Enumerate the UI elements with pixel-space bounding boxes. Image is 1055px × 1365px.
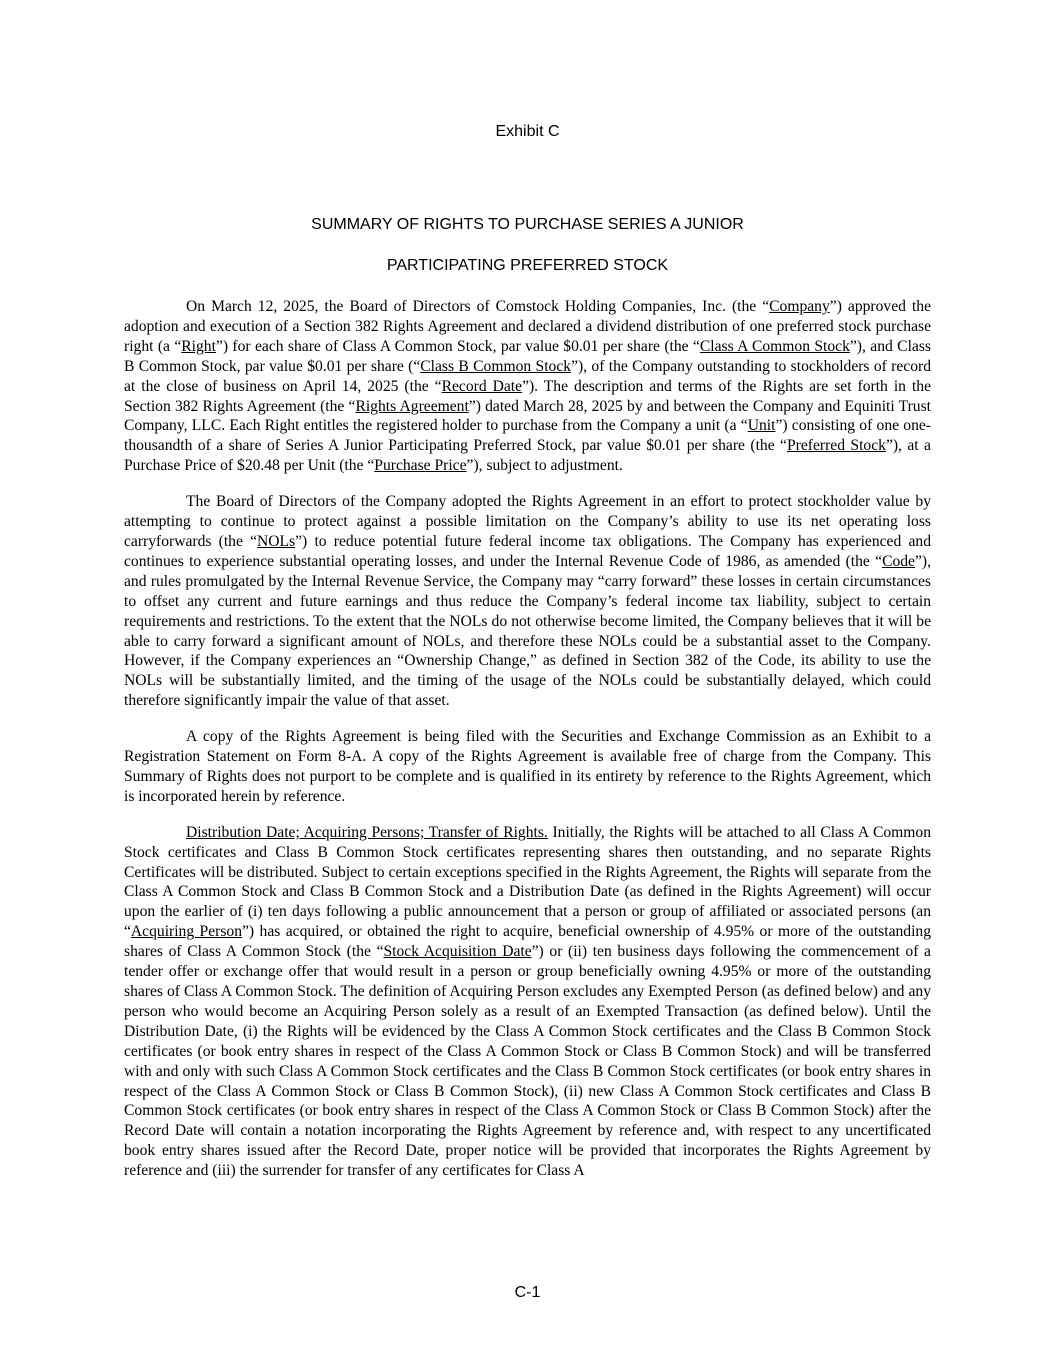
- defined-term-rights-agreement: Rights Agreement: [355, 397, 469, 415]
- exhibit-label: Exhibit C: [495, 123, 560, 140]
- text-run: ”), at a Purchase Price of $20.48 per Unit (the “: [124, 437, 931, 475]
- defined-term-class-b-common-stock: Class B Common Stock: [420, 357, 572, 375]
- text-run: Initially, the Rights will be attached to all Class A Common Stock certificates and Class B Common Stock certificates representing shares then outstanding, and no separate Rights Certificates will be distributed. Subject to certain exceptions specified in the Rights Agreement, the Rights will separate from the Class A Common Stock and Class B Common Stock and a Distribution Date (as defined in the Rights Agreement) will occur upon the earlier of (i) ten days following a public announcement that a person or group of affiliated or associated persons (an “: [124, 823, 931, 941]
- text-run: On March 12, 2025, the Board of Directors of Comstock Holding Companies, Inc. (the “: [186, 298, 770, 315]
- text-run: ”), subject to adjustment.: [466, 457, 623, 475]
- section-heading-distribution-date: Distribution Date; Acquiring Persons; Transfer of Rights.: [186, 823, 548, 841]
- paragraph-nols: [124, 492, 931, 711]
- text-run: ”). The description and terms of the Rights are set forth in the Section 382 Rights Agreement (the “: [124, 377, 931, 415]
- defined-term-stock-acquisition-date: Stock Acquisition Date: [383, 943, 532, 961]
- text-run: ”) has acquired, or obtained the right to acquire, beneficial ownership of 4.95% or more of the outstanding shares of Class A Common Stock (the “: [124, 923, 932, 961]
- defined-term-record-date: Record Date: [441, 377, 523, 395]
- defined-term-class-a-common-stock: Class A Common Stock: [699, 337, 850, 355]
- paragraph-introduction: [124, 297, 931, 476]
- page-number: C-1: [514, 1284, 541, 1301]
- text-run: The Board of Directors of the Company adopted the Rights Agreement in an effort to protect stockholder value by attempting to continue to protect against a possible limitation on the Company’s ability to use its net operating loss carryforwards (the “: [124, 493, 931, 550]
- defined-term-right: Right: [181, 337, 216, 355]
- document-body: [124, 297, 931, 1197]
- text-run: ”) dated March 28, 2025 by and between the Company and Equiniti Trust Company, LLC. Each Right entitles the registered holder to purchase from the Company a unit (a “: [124, 397, 931, 435]
- paragraph-distribution-date: [124, 823, 931, 1181]
- text-run: ”) consisting of one one-thousandth of a share of Series A Junior Participating Preferred Stock, par value $0.01 per share (the “: [124, 417, 931, 455]
- document-title-line-2: PARTICIPATING PREFERRED STOCK: [386, 257, 669, 274]
- defined-term-preferred-stock: Preferred Stock: [786, 437, 886, 455]
- paragraph-rights-agreement-copy: A copy of the Rights Agreement is being filed with the Securities and Exchange Commission as an Exhibit to a Registration Statement on Form 8-A. A copy of the Rights Agreement is available free of charge from the Company. This Summary of Rights does not purport to be complete and is qualified in its entirety by reference to the Rights Agreement, which is incorporated herein by reference.: [124, 728, 931, 805]
- defined-term-company: Company: [769, 298, 830, 315]
- text-run: ”) or (ii) ten business days following the commencement of a tender offer or exchange offer that would result in a person or group beneficially owning 4.95% or more of the outstanding shares of Class A Common Stock. The definition of Acquiring Person excludes any Exempted Person (as defined below) and any person who would become an Acquiring Person solely as a result of an Exempted Transaction (as defined below). Until the Distribution Date, (i) the Rights will be evidenced by the Class A Common Stock certificates and the Class B Common Stock certificates (or book entry shares in respect of the Class A Common Stock or Class B Common Stock) and will be transferred with and only with such Class A Common Stock certificates and the Class B Common Stock certificates (or book entry shares in respect of the Class A Common Stock or Class B Common Stock), (ii) new Class A Common Stock certificates and Class B Common Stock certificates (or book entry shares in respect of the Class A Common Stock or Class B Common Stock) after the Record Date will contain a notation incorporating the Rights Agreement by reference and, with respect to any uncertificated book entry shares issued after the Record Date, proper notice will be provided that incorporates the Rights Agreement by reference and (iii) the surrender for transfer of any certificates for Class A: [124, 943, 931, 1180]
- document-title-line-1: SUMMARY OF RIGHTS TO PURCHASE SERIES A JUNIOR: [311, 216, 744, 233]
- defined-term-nols: NOLs: [257, 532, 296, 550]
- defined-term-unit: Unit: [747, 417, 776, 435]
- defined-term-purchase-price: Purchase Price: [374, 457, 467, 475]
- text-run: ”), of the Company outstanding to stockholders of record at the close of business on April 14, 2025 (the “: [124, 357, 931, 395]
- defined-term-code: Code: [882, 552, 915, 570]
- text-run: ”), and rules promulgated by the Internal Revenue Service, the Company may “carry forward” these losses in certain circumstances to offset any current and future earnings and thus reduce the Company’s federal income tax liability, subject to certain requirements and restrictions. To the extent that the NOLs do not otherwise become limited, the Company believes that it will be able to carry forward a significant amount of NOLs, and therefore these NOLs could be a substantial asset to the Company. However, if the Company experiences an “Ownership Change,” as defined in Section 382 of the Code, its ability to use the NOLs will be substantially limited, and the timing of the usage of the NOLs could be substantially delayed, which could therefore significantly impair the value of that asset.: [124, 552, 931, 710]
- text-run: ”) for each share of Class A Common Stock, par value $0.01 per share (the “: [215, 337, 700, 355]
- defined-term-acquiring-person: Acquiring Person: [130, 923, 243, 941]
- text-run: ”), and Class B Common Stock, par value $0.01 per share (“: [124, 337, 931, 375]
- text-run: ”) approved the adoption and execution of a Section 382 Rights Agreement and declared a dividend distribution of one preferred stock purchase right (a “: [124, 298, 932, 355]
- text-run: ”) to reduce potential future federal income tax obligations. The Company has experienced and continues to experience substantial operating losses, and under the Internal Revenue Code of 1986, as amended (the “: [124, 532, 931, 570]
